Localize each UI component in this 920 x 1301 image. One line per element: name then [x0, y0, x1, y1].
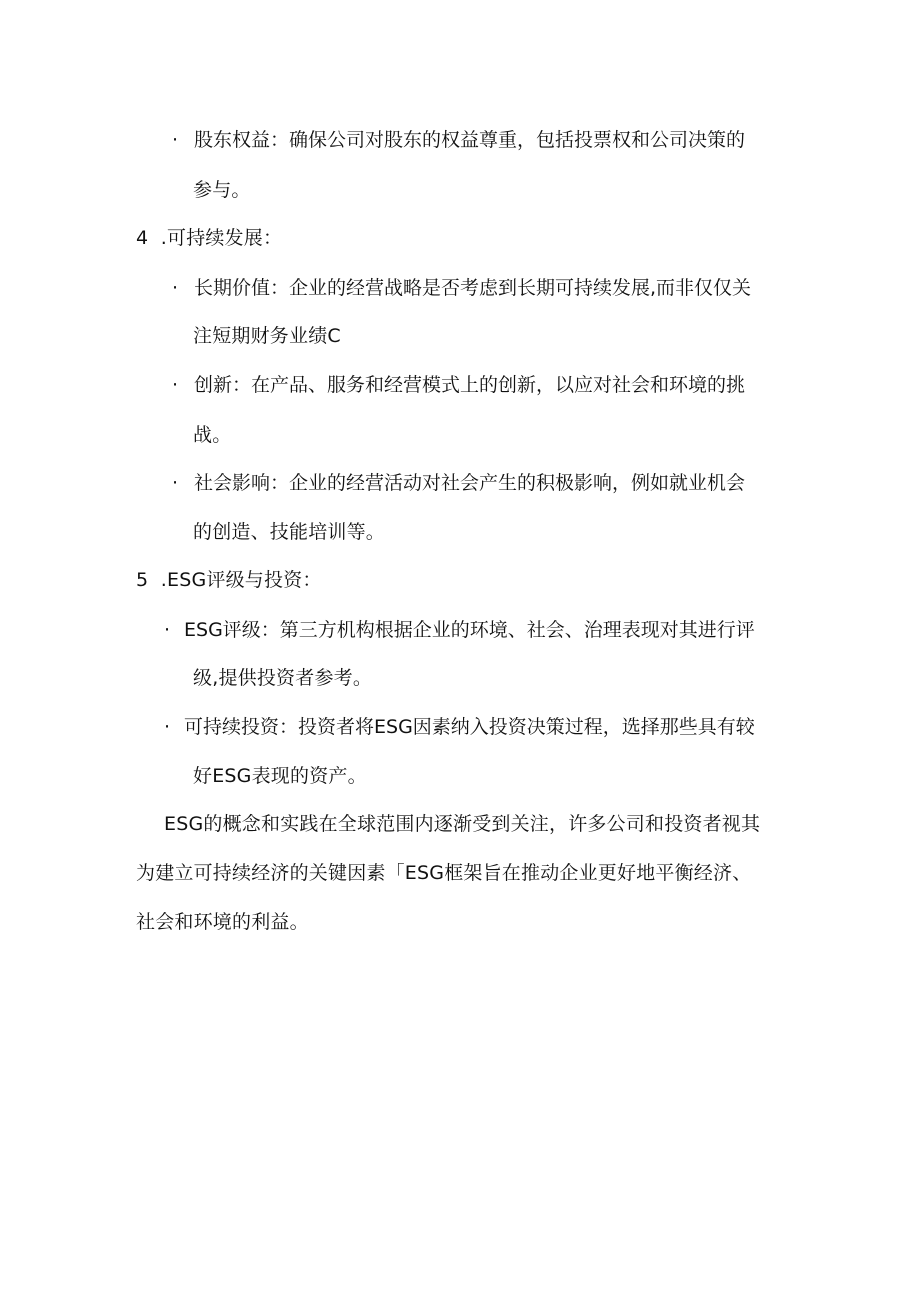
bullet-continuation: 的创造、技能培训等。 — [193, 521, 386, 543]
bullet-continuation: 参与。 — [193, 179, 251, 201]
bullet-marker: · — [172, 277, 179, 299]
bullet-text: 社会影响：企业的经营活动对社会产生的积极影响，例如就业机会 — [194, 472, 746, 494]
bullet-item-long-term-value — [172, 275, 751, 301]
paragraph-line: 为建立可持续经济的关键因素「ESG框架旨在推动企业更好地平衡经济、 — [136, 862, 752, 884]
section-heading-sustainability: 4 .可持续发展： — [136, 227, 283, 249]
section-heading-esg-rating: 5 .ESG评级与投资： — [136, 569, 322, 591]
bullet-marker: · — [164, 716, 171, 738]
bullet-item-shareholder-rights — [172, 127, 745, 153]
bullet-marker: · — [172, 374, 179, 396]
bullet-marker: · — [172, 472, 179, 494]
bullet-continuation: 注短期财务业绩C — [193, 325, 341, 347]
bullet-continuation: 好ESG表现的资产。 — [193, 765, 367, 787]
bullet-continuation: 战。 — [193, 424, 232, 446]
bullet-text: 创新：在产品、服务和经营模式上的创新，以应对社会和环境的挑 — [194, 374, 746, 396]
bullet-item-social-impact — [172, 470, 745, 496]
bullet-text: 可持续投资：投资者将ESG因素纳入投资决策过程，选择那些具有较 — [184, 716, 755, 738]
bullet-marker: · — [164, 619, 171, 641]
bullet-marker: · — [172, 129, 179, 151]
bullet-item-esg-rating — [164, 617, 755, 643]
paragraph-line: ESG的概念和实践在全球范围内逐渐受到关注，许多公司和投资者视其 — [164, 813, 761, 835]
bullet-continuation: 级,提供投资者参考。 — [193, 667, 373, 689]
paragraph-line: 社会和环境的利益。 — [136, 911, 309, 933]
bullet-text: ESG评级：第三方机构根据企业的环境、社会、治理表现对其进行评 — [184, 619, 755, 641]
bullet-item-innovation — [172, 372, 745, 398]
bullet-item-sustainable-investment — [164, 714, 755, 740]
bullet-text: 长期价值：企业的经营战略是否考虑到长期可持续发展,而非仅仅关 — [194, 277, 752, 299]
bullet-text: 股东权益：确保公司对股东的权益尊重，包括投票权和公司决策的 — [194, 129, 746, 151]
